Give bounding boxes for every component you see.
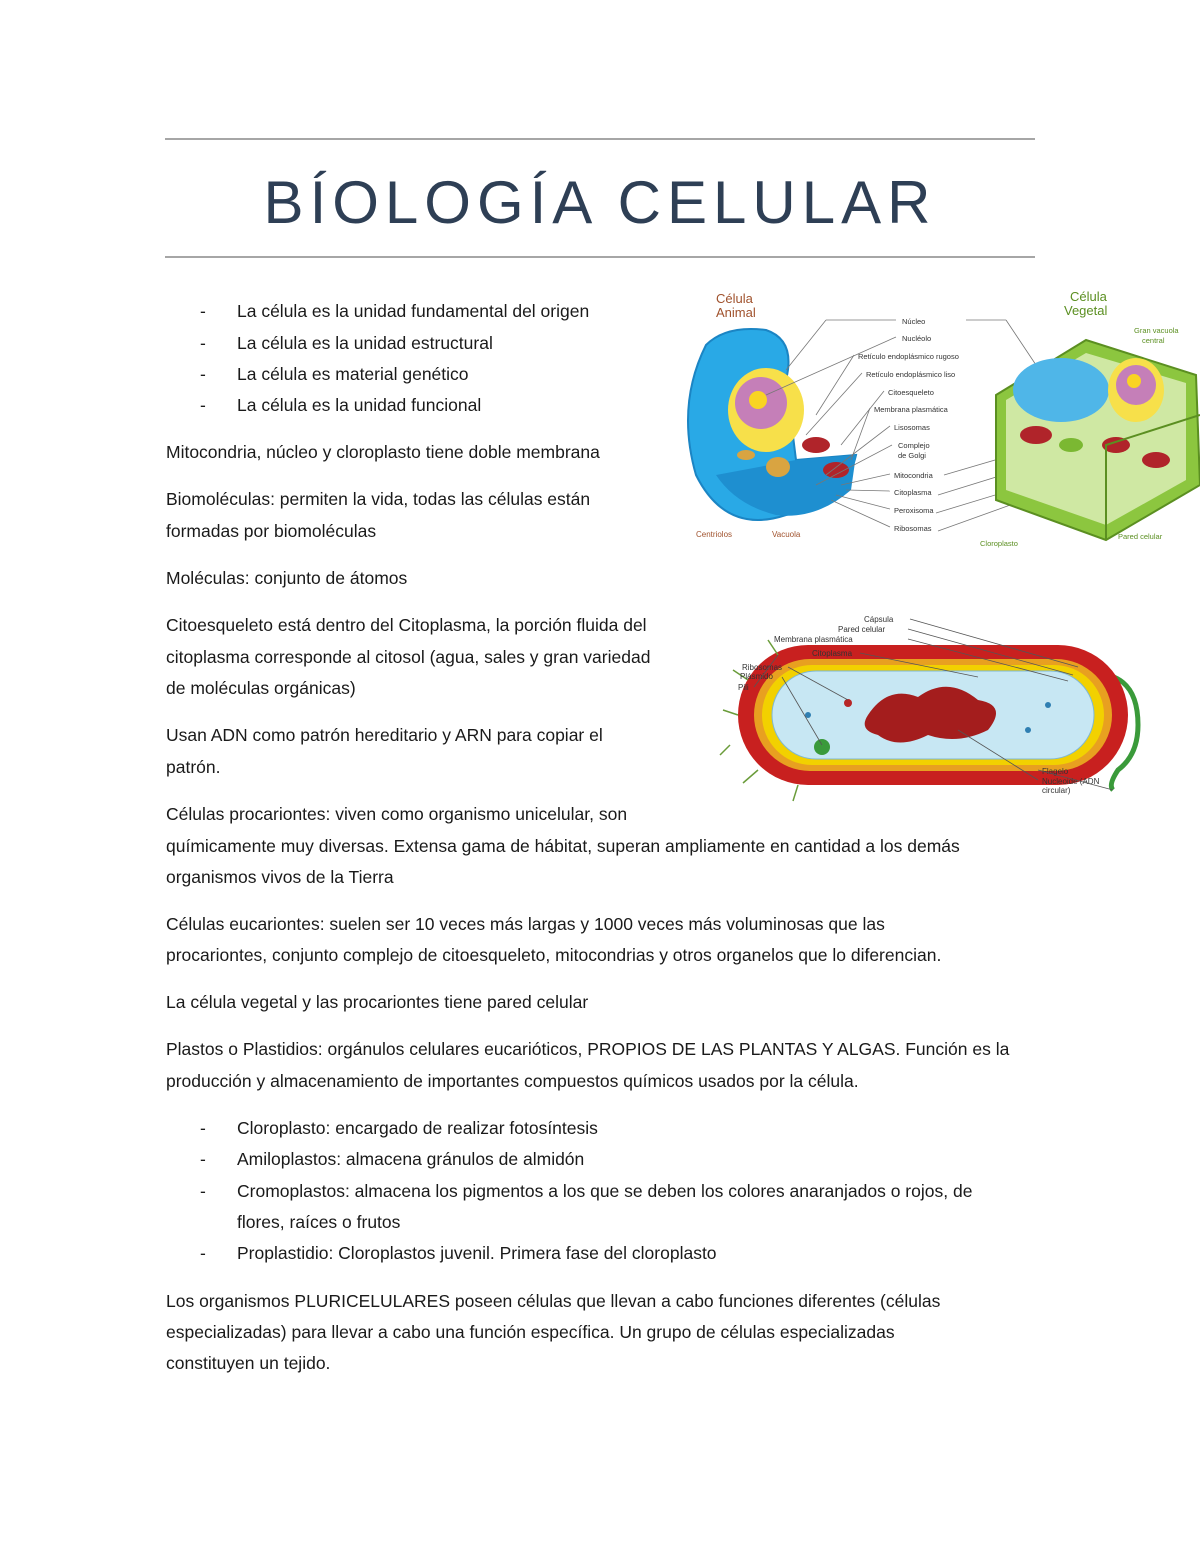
label-nucleoide-2: circular)	[1042, 786, 1071, 795]
label-pared-celular: Pared celular	[1118, 532, 1163, 541]
bacteria-diagram-image	[718, 605, 1178, 805]
label-gran-vacuola-1: Gran vacuola	[1134, 326, 1179, 335]
organelle-labels	[858, 317, 959, 533]
page-title: BÍOLOGÍA CELULAR	[263, 169, 937, 236]
label-gran-vacuola-2: central	[1142, 336, 1165, 345]
label-capsula: Cápsula	[864, 615, 894, 624]
label-membrana: Membrana plasmática	[774, 635, 853, 644]
paragraph-line: La célula vegetal y las procariontes tiene pared celular	[166, 992, 589, 1012]
label-vacuola: Vacuola	[772, 530, 801, 539]
label-pared: Pared celular	[838, 625, 886, 634]
paragraph-line: de moléculas orgánicas)	[166, 678, 356, 698]
label-ribosomas: Ribosomas	[742, 663, 783, 672]
label-citoplasma: Citoplasma	[894, 488, 932, 497]
animal-cell-illustration	[688, 329, 856, 520]
paragraph-line: producción y almacenamiento de importantes compuestos químicos usados por la célula.	[166, 1071, 859, 1091]
paragraph-line: patrón.	[166, 757, 221, 777]
label-cloroplasto: Cloroplasto	[980, 539, 1018, 548]
label-centriolos: Centriolos	[696, 530, 733, 539]
plant-cell-illustration	[996, 340, 1200, 540]
paragraph-line: formadas por biomoléculas	[166, 521, 377, 541]
paragraph-line: Usan ADN como patrón hereditario y ARN para copiar el	[166, 725, 603, 745]
label-peroxisoma: Peroxisoma	[894, 506, 934, 515]
label-lisosomas: Lisosomas	[894, 423, 930, 432]
paragraph-line: procariontes, conjunto complejo de citoesqueleto, mitocondrias y otros organelos que lo diferencian.	[166, 945, 942, 965]
label-plasmido: Plásmido	[740, 672, 773, 681]
paragraph-line: Biomoléculas: permiten la vida, todas las células están	[166, 489, 591, 509]
label-complejo: Complejo	[898, 441, 930, 450]
paragraph-line: Los organismos PLURICELULARES poseen células que llevan a cabo funciones diferentes (células	[166, 1291, 941, 1311]
label-membrana: Membrana plasmática	[874, 405, 948, 414]
label-mitocondria: Mitocondria	[894, 471, 933, 480]
paragraph-line: Células eucariontes: suelen ser 10 veces más largas y 1000 veces más voluminosas que las	[166, 914, 885, 934]
label-flagelo: Flagelo	[1042, 767, 1069, 776]
paragraph-line: químicamente muy diversas. Extensa gama de hábitat, superan ampliamente en cantidad a los demás	[166, 836, 960, 856]
label-reticulo-liso: Retículo endoplásmico liso	[866, 370, 956, 379]
label-golgi: de Golgi	[898, 451, 926, 460]
bottom-rule	[165, 256, 1035, 258]
label-pili: Pili	[738, 683, 749, 692]
plant-title-2: Vegetal	[1064, 303, 1108, 318]
plant-title-1: Célula	[1070, 289, 1107, 304]
paragraph-line: organismos vivos de la Tierra	[166, 867, 394, 887]
label-ribosomas: Ribosomas	[894, 524, 932, 533]
label-citoesqueleto: Citoesqueleto	[888, 388, 934, 397]
label-nucleoide-1: Nucleoide (ADN	[1042, 777, 1100, 786]
cell-diagram-image	[666, 285, 1200, 555]
animal-title-1: Célula	[716, 291, 753, 306]
paragraph-line: Mitocondria, núcleo y cloroplasto tiene doble membrana	[166, 442, 600, 462]
paragraph-line: Células procariontes: viven como organismo unicelular, son	[166, 804, 628, 824]
label-nucleolo: Nucléolo	[902, 334, 932, 343]
paragraph-line: Plastos o Plastidios: orgánulos celulares eucarióticos, PROPIOS DE LAS PLANTAS Y ALGAS. Función es la	[166, 1039, 1010, 1059]
label-reticulo-rugoso: Retículo endoplásmico rugoso	[858, 352, 959, 361]
paragraph-line: Citoesqueleto está dentro del Citoplasma, la porción fluida del	[166, 615, 647, 635]
label-nucleo: Núcleo	[902, 317, 926, 326]
paragraph-line: Moléculas: conjunto de átomos	[166, 568, 408, 588]
top-rule	[165, 138, 1035, 140]
animal-title-2: Animal	[716, 305, 756, 320]
paragraph-line: especializadas) para llevar a cabo una función específica. Un grupo de células especializadas	[166, 1322, 895, 1342]
label-citoplasma: Citoplasma	[812, 649, 853, 658]
paragraph-line: citoplasma corresponde al citosol (agua, sales y gran variedad	[166, 647, 651, 667]
paragraph-line: constituyen un tejido.	[166, 1353, 331, 1373]
